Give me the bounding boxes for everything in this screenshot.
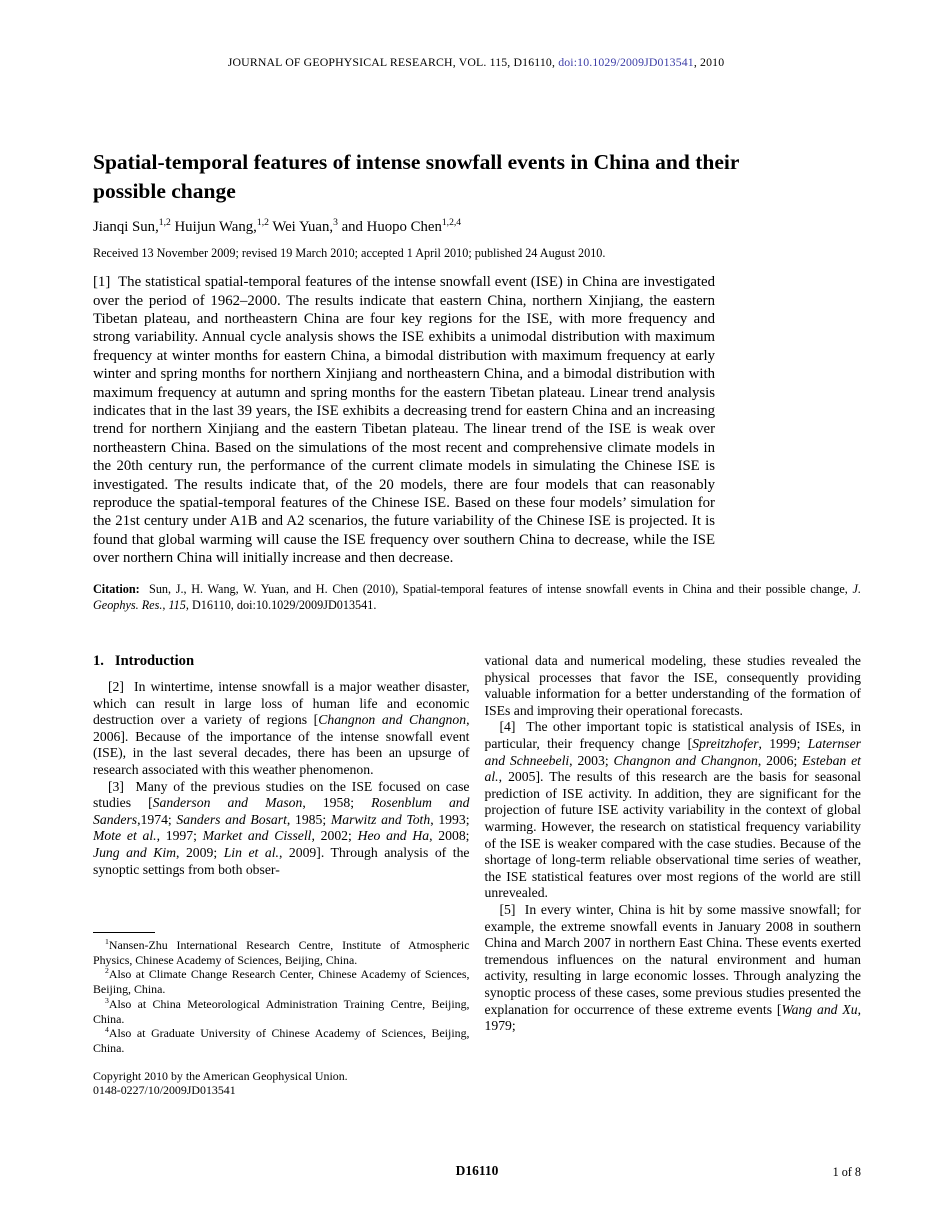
paragraph-4: [4] The other important topic is statistical analysis of ISEs, in particular, their frequency change [Spreitzhofer, 1999; Laternser and Schneebeli, 2003; Changnon and Changnon, 2006; Esteban et al., 2005]. The results of this research are the basis for seasonal prediction of ISE activity. In addition, they are significant for the projection of future ISE activity variability in the context of global warming. However, the research on statistical frequency variability of the ISE is weaker compared with the case studies. Because of the shortage of long-term reliable observational time series of weather, the ISE statistical features over most regions of the world are still unrevealed. [484,719,861,901]
paragraph-3-continued: vational data and numerical modeling, these studies revealed the physical processes that favor the ISE, consequently providing valuable information for a better understanding of the formation of ISEs and improving their operational forecasts. [484,653,861,718]
copyright-line-1: Copyright 2010 by the American Geophysical Union. [93,1068,348,1083]
doi-link[interactable]: doi:10.1029/2009JD013541 [558,55,694,69]
paragraph-2: [2] In wintertime, intense snowfall is a major weather disaster, which can result in large loss of human life and economic destruction over a variety of regions [Changnon and Changnon, 2006]. Because of the importance of the intense snowfall event (ISE), in the last several decades, there has been an upsurge of research associated with this weather phenomenon. [93,679,470,778]
copyright-notice [93,1069,470,1098]
footer-article-id: D16110 [455,1163,499,1178]
citation-paragraph: Citation: Sun, J., H. Wang, W. Yuan, and H. Chen (2010), Spatial-temporal features of intense snowfall events in China and their possible change, J. Geophys. Res., 115, D16110, doi:10.1029/2009JD013541. [93,581,861,612]
journal-header [0,55,952,70]
article-body [93,148,861,1098]
left-column [93,653,470,1098]
received-line: Received 13 November 2009; revised 19 March 2010; accepted 1 April 2010; published 24 August 2010. [93,246,606,261]
right-column [485,653,862,1098]
paper-title: Spatial-temporal features of intense snowfall events in China and their possible change [93,150,740,203]
section-heading-introduction: 1. Introduction [93,653,195,670]
page-footer [93,1163,861,1179]
footnote-3: $^3$Also at China Meteorological Administration Training Centre, Beijing, China. [93,995,470,1026]
copyright-line-2: 0148-0227/10/2009JD013541 [93,1083,236,1098]
abstract-paragraph: [1] The statistical spatial-temporal features of the intense snowfall event (ISE) in China are investigated over the period of 1962–2000. The results indicate that eastern China, northern Xinjiang, the eastern Tibetan plateau, and northeastern China are four key regions for the ISE, with more frequency and strong variability. Annual cycle analysis shows the ISE exhibits a unimodal distribution with maximum frequency at winter months for eastern China, a bimodal distribution with maximum frequency at early winter and spring months for northern Xinjiang and northeastern China, and a bimodal distribution with maximum frequency at autumn and spring months for the eastern Tibetan plateau. Linear trend analysis indicates that in the last 39 years, the ISE exhibits a decreasing trend for eastern China and an increasing trend for northern Xinjiang and the eastern Tibetan plateau. The linear trend of the ISE is weak over northeastern China. Based on the simulations of the most recent and comprehensive climate models in the 20th century run, the performance of the current climate models in simulating the Chinese ISE is investigated. The results indicate that, of the 20 models, there are four models that can reasonably reproduce the spatial-temporal features of the Chinese ISE. Based on these four models’ simulation for the 21st century under A1B and A2 scenarios, the future variability of the Chinese ISE is projected. It is found that global warming will cause the ISE frequency over southern China to decrease, while the ISE over northern China will initially increase and then decrease. [93,274,715,567]
footer-page-number: 1 of 8 [832,1165,861,1179]
footnote-2: $^2$Also at Climate Change Research Center, Chinese Academy of Sciences, Beijing, China. [93,966,470,997]
journal-header-prefix: JOURNAL OF GEOPHYSICAL RESEARCH, VOL. 115, D16110, [227,55,559,69]
paragraph-5: [5] In every winter, China is hit by some massive snowfall; for example, the extreme snowfall events in January 2008 in southern China and March 2007 in northern East China. These events exerted tremendous influences on the natural environment and human activity, resulting in large economic losses. Through analyzing the synoptic process of these cases, some previous studies presented the explanation for occurrence of these extreme events [Wang and Xu, 1979; [484,902,861,1034]
article-columns [93,653,861,1098]
footnote-1: $^1$Nansen-Zhu International Research Centre, Institute of Atmospheric Physics, Chinese Academy of Sciences, Beijing, China. [93,937,470,967]
paragraph-3: [3] Many of the previous studies on the ISE focused on case studies [Sanderson and Mason, 1958; Rosenblum and Sanders,1974; Sanders and Bosart, 1985; Marwitz and Toth, 1993; Mote et al., 1997; Market and Cissell, 2002; Heo and Ha, 2008; Jung and Kim, 2009; Lin et al., 2009]. Through analysis of the synoptic settings from both obser- [93,778,470,877]
footnote-block [93,932,470,1098]
footnote-separator [93,932,155,933]
authors-line: Jianqi Sun,$^{1,2}$ Huijun Wang,$^{1,2}$ Wei Yuan,$^3$ and Huopo Chen$^{1,2,4}$ [93,217,462,236]
footnote-4: $^4$Also at Graduate University of Chinese Academy of Sciences, Beijing, China. [93,1025,470,1055]
journal-header-suffix: , 2010 [693,55,725,69]
